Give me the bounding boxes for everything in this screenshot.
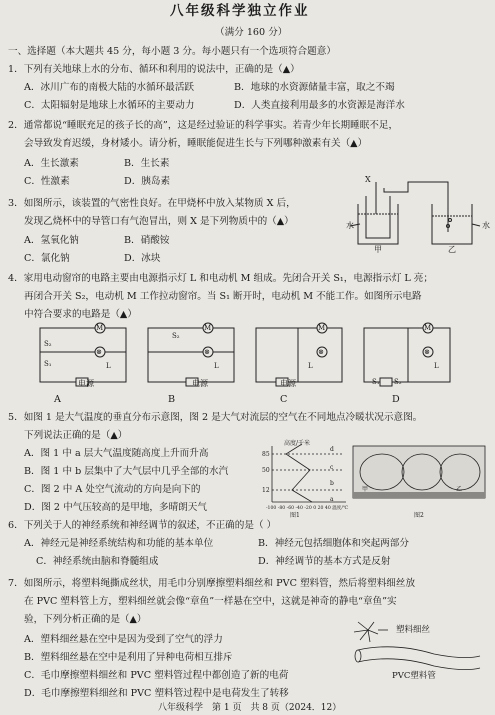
q5-stem-line1: 5．如图 1 是大气温度的垂直分布示意图，图 2 是大气对流层的空气在不同地点冷暖状况示意图。 bbox=[8, 412, 423, 423]
fig1-layer-b: b bbox=[330, 480, 334, 487]
fig1-tick-85: 85 bbox=[262, 451, 270, 458]
q6-stem: 6．下列关于人的神经系统和神经调节的叙述，不正确的是（ ） bbox=[8, 520, 277, 531]
fig1-ylabel: 高度/千米 bbox=[284, 440, 311, 447]
fig1-xaxis: -100 -80 -60 -40 -20 0 20 40 温度/℃ bbox=[266, 506, 349, 511]
circuit-label-b: B bbox=[168, 394, 176, 405]
q7-stem-line1: 7．如图所示，将塑料绳撕成丝状，用毛巾分别摩擦塑料细丝和 PVC 塑料管，然后将塑料细丝放 bbox=[8, 578, 416, 589]
circuit-label-d: D bbox=[392, 394, 400, 405]
q5-stem-line2: 下列说法正确的是（▲） bbox=[24, 430, 128, 441]
circuit-b-l: L bbox=[214, 362, 219, 370]
circuit-d-s2: S₂ bbox=[394, 378, 402, 386]
circuit-label-a: A bbox=[54, 394, 61, 405]
circuit-b-source: 电源 bbox=[192, 379, 208, 388]
circuit-c-lamp: ⊗ bbox=[318, 348, 324, 356]
circuit-a-s2: S₂ bbox=[44, 340, 52, 348]
circuit-a-s1: S₁ bbox=[44, 360, 52, 368]
fig1-layer-a: a bbox=[330, 496, 334, 503]
q3-figure-label-x: X bbox=[365, 175, 371, 184]
q7-option-a: A．塑料细丝悬在空中是因为受到了空气的浮力 bbox=[24, 634, 223, 645]
air-circulation-figure bbox=[352, 444, 486, 510]
q7-stem-line2: 在 PVC 塑料管上方，塑料细丝就会像“章鱼”一样悬在空中，这就是神奇的静电“章鱼”实 bbox=[24, 596, 397, 607]
q2-option-a: A．生长激素 bbox=[24, 158, 79, 169]
section-heading: 一、选择题（本大题共 45 分，每小题 3 分。每小题只有一个选项符合题意） bbox=[8, 46, 336, 57]
fig1-tick-12: 12 bbox=[262, 487, 270, 494]
beaker-apparatus-figure bbox=[348, 174, 486, 258]
q5-option-a: A．图 1 中 a 层大气温度随高度上升而升高 bbox=[24, 448, 209, 459]
q3-option-b: B．硝酸铵 bbox=[124, 235, 170, 246]
circuit-a-l: L bbox=[106, 362, 111, 370]
q1-stem: 1．下列有关地球上水的分布、循环和利用的说法中，正确的是（▲） bbox=[8, 64, 300, 75]
q6-option-a: A．神经元是神经系统结构和功能的基本单位 bbox=[24, 538, 214, 549]
circuit-c-l: L bbox=[308, 362, 313, 370]
fig1-caption: 图1 bbox=[290, 512, 300, 519]
q3-figure-label-water-left: 水 bbox=[346, 221, 354, 230]
q5-option-d: D．图 2 中气压较高的是甲地，多晴朗天气 bbox=[24, 502, 207, 513]
q2-option-c: C．性激素 bbox=[24, 176, 70, 187]
score-note: （满分 160 分） bbox=[215, 27, 288, 38]
circuit-b-motor: M bbox=[204, 324, 212, 332]
q7-option-c: C．毛巾摩擦塑料细丝和 PVC 塑料管过程中都创造了新的电荷 bbox=[24, 670, 289, 681]
q3-figure-label-water-right: 水 bbox=[482, 221, 490, 230]
q2-option-b: B．生长素 bbox=[124, 158, 170, 169]
q3-option-c: C．氯化钠 bbox=[24, 253, 70, 264]
circuit-a-source: 电源 bbox=[78, 379, 94, 388]
q1-option-d: D．人类直接利用最多的水资源是海洋水 bbox=[234, 100, 405, 111]
q3-stem-line2: 发现乙烧杯中的导管口有气泡冒出，则 X 是下列物质中的（▲） bbox=[24, 216, 294, 227]
q2-stem-line1: 2．通常都说“睡眠充足的孩子长的高”，这是经过验证的科学事实。若青少年长期睡眠不足， bbox=[8, 120, 399, 131]
circuit-b-s2: S₂ bbox=[172, 332, 180, 340]
q3-figure-label-jia: 甲 bbox=[374, 245, 382, 254]
q4-stem-line3: 中符合要求的电路是（▲） bbox=[24, 309, 137, 320]
circuit-d-motor: M bbox=[424, 324, 432, 332]
circuit-d-l: L bbox=[434, 362, 439, 370]
circuit-b-lamp: ⊗ bbox=[204, 348, 210, 356]
q6-option-d: D．神经调节的基本方式是反射 bbox=[258, 556, 391, 567]
q3-figure-label-yi: 乙 bbox=[448, 245, 456, 254]
q2-stem-line2: 会导致发育迟缓，身材矮小。请分析，睡眠能促进生长与下列哪种激素有关（▲） bbox=[24, 138, 368, 149]
circuit-c-motor: M bbox=[318, 324, 326, 332]
q5-option-b: B．图 1 中 b 层集中了大气层中几乎全部的水汽 bbox=[24, 466, 229, 477]
q4-stem-line2: 再闭合开关 S₂，电动机 M 工作拉动窗帘。当 S₁ 断开时，电动机 M 不能工作。如图所示电路 bbox=[24, 291, 422, 302]
circuit-d-s1: S₁ bbox=[372, 378, 380, 386]
page-footer: 八年级科学 第 1 页 共 8 页（2024．12） bbox=[158, 703, 342, 713]
q6-option-c: C．神经系统由脑和脊髓组成 bbox=[36, 556, 159, 567]
circuit-a-motor: M bbox=[96, 324, 104, 332]
fig1-layer-c: c bbox=[330, 464, 334, 471]
circuit-a-lamp: ⊗ bbox=[96, 348, 102, 356]
q7-stem-line3: 验，下列分析正确的是（▲） bbox=[24, 614, 147, 625]
circuit-c-source: 电源 bbox=[280, 379, 296, 388]
q3-stem-line1: 3．如图所示，该装置的气密性良好。在甲烧杯中放入某物质 X 后， bbox=[8, 198, 296, 209]
page-title: 八年级科学独立作业 bbox=[170, 3, 310, 19]
circuit-d-lamp: ⊗ bbox=[424, 348, 430, 356]
q6-option-b: B．神经元包括细胞体和突起两部分 bbox=[258, 538, 409, 549]
fig2-label-yi: 乙 bbox=[456, 486, 463, 493]
q2-option-d: D．胰岛素 bbox=[124, 176, 171, 187]
q7-figure-label-pvc: PVC塑料管 bbox=[392, 671, 436, 681]
q3-option-a: A．氢氧化钠 bbox=[24, 235, 79, 246]
q1-option-c: C．太阳辐射是地球上水循环的主要动力 bbox=[24, 100, 195, 111]
q5-option-c: C．图 2 中 A 处空气流动的方向是向下的 bbox=[24, 484, 201, 495]
q4-stem-line1: 4．家用电动窗帘的电路主要由电源指示灯 L 和电动机 M 组成。先闭合开关 S₁，电源指示灯 L 亮； bbox=[8, 273, 433, 284]
q1-option-a: A．冰川广布的南极大陆的水循环最活跃 bbox=[24, 82, 195, 93]
q7-option-b: B．塑料细丝悬在空中是利用了异种电荷相互排斥 bbox=[24, 652, 233, 663]
circuit-label-c: C bbox=[280, 394, 288, 405]
fig1-tick-50: 50 bbox=[262, 467, 270, 474]
fig2-caption: 图2 bbox=[414, 512, 424, 519]
q3-option-d: D．冰块 bbox=[124, 253, 161, 264]
q1-option-b: B．地球的水资源储量丰富，取之不竭 bbox=[234, 82, 395, 93]
fig2-label-jia: 甲 bbox=[362, 486, 369, 493]
fig1-layer-d: d bbox=[330, 446, 334, 453]
q7-option-d: D．毛巾摩擦塑料细丝和 PVC 塑料管过程中是电荷发生了转移 bbox=[24, 688, 289, 699]
q7-figure-label-filament: 塑料细丝 bbox=[396, 625, 431, 635]
